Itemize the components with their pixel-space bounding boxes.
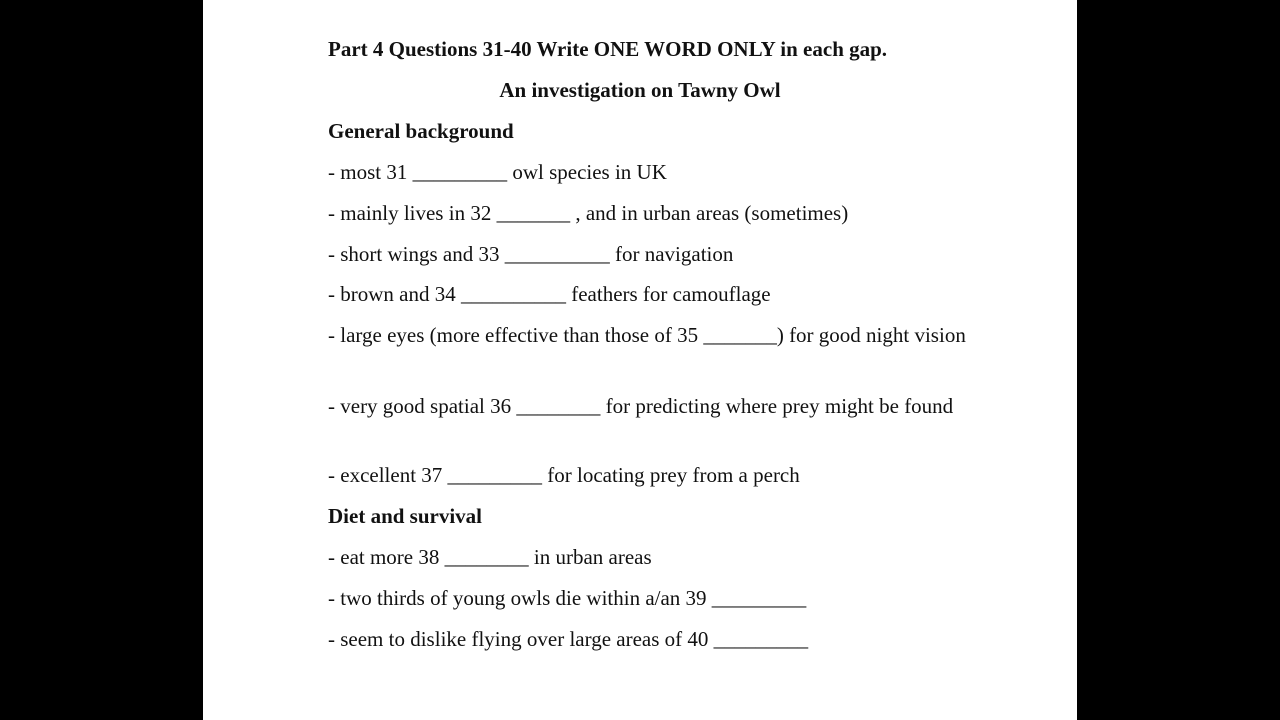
question-35: - large eyes (more effective than those of 35 _______) for good night vision bbox=[328, 323, 966, 347]
question-33: - short wings and 33 __________ for navigation bbox=[328, 242, 734, 266]
section-heading-general: General background bbox=[328, 119, 514, 143]
question-40: - seem to dislike flying over large areas of 40 _________ bbox=[328, 627, 809, 651]
question-36: - very good spatial 36 ________ for predicting where prey might be found bbox=[328, 394, 954, 418]
question-32: - mainly lives in 32 _______ , and in urban areas (sometimes) bbox=[328, 201, 849, 225]
question-31: - most 31 _________ owl species in UK bbox=[328, 160, 667, 184]
section-heading-diet: Diet and survival bbox=[328, 504, 483, 528]
question-37: - excellent 37 _________ for locating prey from a perch bbox=[328, 463, 800, 487]
question-34: - brown and 34 __________ feathers for camouflage bbox=[328, 282, 771, 306]
part-title: Part 4 Questions 31-40 Write ONE WORD ONLY in each gap. bbox=[328, 37, 888, 61]
question-38: - eat more 38 ________ in urban areas bbox=[328, 545, 652, 569]
document-page bbox=[203, 0, 1077, 720]
question-39: - two thirds of young owls die within a/an 39 _________ bbox=[328, 586, 807, 610]
document-subtitle: An investigation on Tawny Owl bbox=[499, 78, 781, 102]
